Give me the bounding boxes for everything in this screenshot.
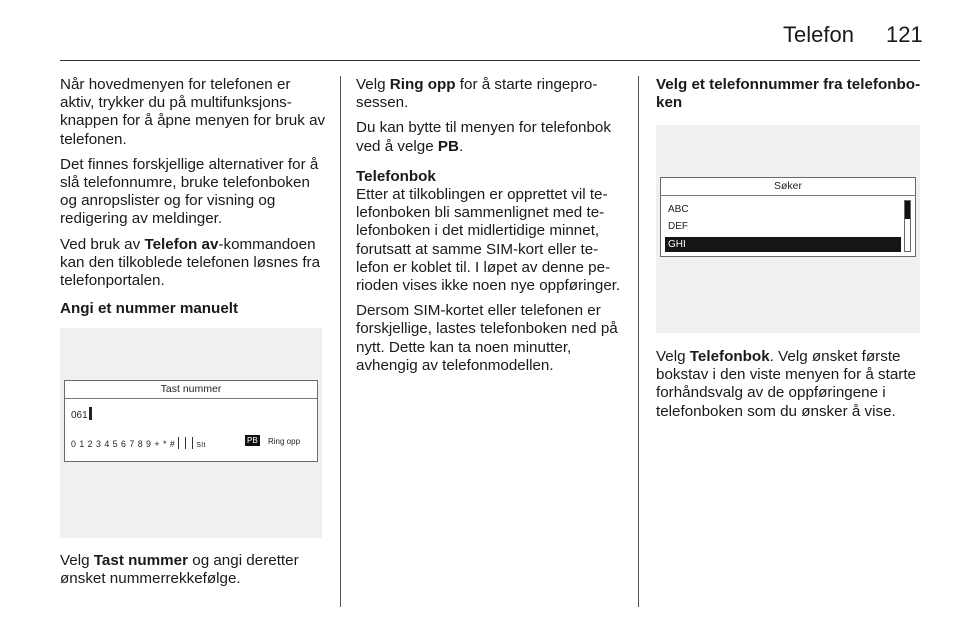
delete-key: Slt	[196, 442, 206, 449]
column-1	[60, 76, 326, 328]
page-number: 121	[886, 22, 923, 47]
scrollbar	[904, 200, 911, 252]
page-title: Telefon	[783, 22, 854, 47]
dial-number-figure	[60, 328, 322, 538]
phonebook-search-figure	[656, 125, 920, 333]
digit-keys: 0 1 2 3 4 5 6 7 8 9 + * #	[71, 439, 176, 449]
search-screen	[660, 177, 916, 257]
paragraph: Dersom SIM-kortet eller telefonen er forskjellige, lastes telefonboken ned på nytt. Dette kan ta noen minutter, avhengig av telefonmodellen.	[356, 302, 618, 374]
screen-title: Tast nummer	[65, 381, 317, 399]
paragraph: Det finnes forskjellige alternativer for å slå telefonnumre, bruke telefonboken og anropslister og for visning og redigering av meldinger.	[60, 155, 319, 228]
cursor-icon	[89, 407, 92, 420]
text: og angi deretter ønsket nummerrekkefølge.	[60, 552, 299, 588]
paragraph	[356, 119, 624, 155]
column-divider-1	[340, 76, 341, 607]
list-item: DEF	[668, 221, 688, 232]
paragraph	[60, 552, 326, 588]
digit-keypad	[71, 437, 206, 449]
text: Velg	[356, 76, 390, 93]
separator	[192, 437, 193, 449]
column-2	[356, 76, 624, 382]
bold-term: Telefonbok	[689, 348, 770, 365]
figure-caption	[60, 552, 326, 595]
call-key: Ring opp	[268, 437, 301, 446]
separator	[178, 437, 179, 449]
separator	[185, 437, 186, 449]
paragraph: Etter at tilkoblingen er opprettet vil telefonboken bli sammenlignet med telefonboken i det midlertidige minnet, forutsatt at samme SIM-kort eller telefon er koblet til. I løpet av denne perioden vises ikke noen nye oppføringer.	[356, 186, 621, 295]
list-item-selected: GHI	[665, 237, 901, 252]
text: Velg	[656, 348, 690, 365]
section-heading: Velg et telefonnummer fra telefonboken	[656, 76, 921, 112]
bold-term: Tast nummer	[93, 552, 189, 569]
column-divider-2	[638, 76, 639, 607]
section-heading: Telefonbok	[356, 167, 436, 185]
text: Velg	[60, 552, 94, 569]
text: -kommandoen kan den tilkoblede telefonen løsnes fra telefonportalen.	[60, 235, 321, 290]
list-item: ABC	[668, 204, 689, 215]
section-heading: Angi et nummer manuelt	[60, 300, 239, 318]
dial-screen	[64, 380, 318, 462]
paragraph: Når hovedmenyen for telefonen er aktiv, trykker du på multifunksjonsknappen for å åpne menyen for bruk av telefonen.	[60, 76, 326, 148]
phonebook-key: PB	[247, 436, 258, 445]
column-3	[656, 76, 922, 122]
scrollbar-thumb	[905, 201, 910, 219]
number-entry	[71, 407, 92, 421]
bold-term: PB	[437, 137, 460, 155]
entry-digits: 061	[71, 410, 88, 421]
paragraph	[60, 236, 326, 291]
page-header	[0, 0, 960, 62]
text: . Velg ønsket første bokstav i den viste menyen for å starte forhåndsvalg av de oppføringene i telefonboken som du ønsker å vise.	[656, 348, 917, 420]
paragraph	[656, 348, 922, 421]
text: Ved bruk av	[60, 235, 145, 253]
figure-caption	[656, 348, 922, 428]
bold-term: Ring opp	[389, 76, 456, 93]
screen-title: Søker	[661, 178, 915, 196]
text: for å starte ringeprosessen.	[356, 76, 598, 112]
bold-term: Telefon av	[144, 235, 219, 253]
header-rule	[60, 60, 920, 61]
text: .	[459, 137, 464, 155]
paragraph	[356, 76, 624, 112]
text: Du kan bytte til menyen for telefonbok ved å velge	[356, 119, 611, 155]
